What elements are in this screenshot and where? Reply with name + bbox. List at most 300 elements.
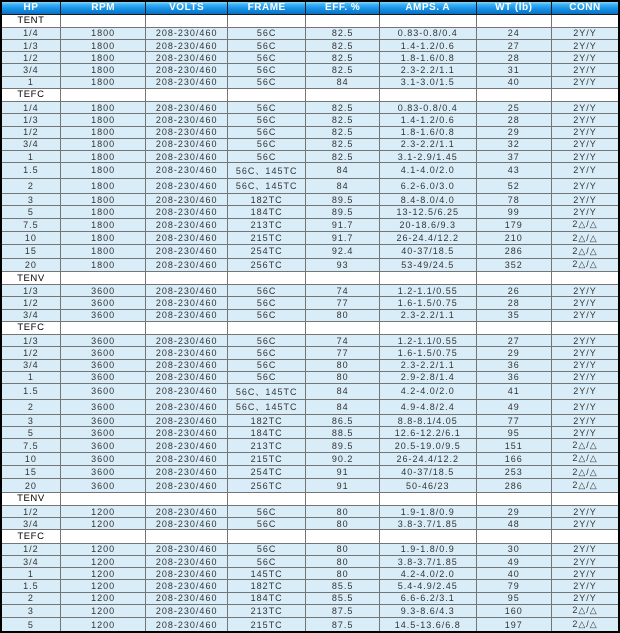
table-cell: 1800 [60, 194, 146, 206]
table-cell: 31 [476, 64, 551, 76]
table-cell: 1800 [60, 126, 146, 138]
table-cell: 1.2-1.1/0.55 [379, 285, 476, 297]
empty-cell [146, 321, 228, 334]
table-row [1, 194, 619, 206]
table-cell: 1800 [60, 178, 146, 194]
table-cell: 208-230/460 [146, 285, 228, 297]
table-cell: 32 [476, 138, 551, 150]
empty-cell [379, 492, 476, 505]
table-row [1, 231, 619, 244]
table-cell: 56C [227, 518, 306, 530]
table-cell: 8.4-8.0/4.0 [379, 194, 476, 206]
table-cell: 2Y/Y [552, 592, 619, 604]
table-cell: 0.83-0.8/0.4 [379, 102, 476, 114]
table-cell: 208-230/460 [146, 218, 228, 231]
table-cell: 2Y/Y [552, 163, 619, 179]
empty-cell [60, 492, 146, 505]
table-cell: 208-230/460 [146, 580, 228, 592]
table-cell: 3 [1, 194, 60, 206]
table-cell: 208-230/460 [146, 466, 228, 479]
table-cell: 74 [306, 285, 379, 297]
empty-cell [146, 530, 228, 543]
table-cell: 208-230/460 [146, 506, 228, 518]
table-cell: 145TC [227, 568, 306, 580]
table-cell: 20 [1, 479, 60, 492]
table-cell: 1200 [60, 543, 146, 555]
table-cell: 2△/△ [552, 258, 619, 271]
table-cell: 4.9-4.8/2.4 [379, 399, 476, 415]
table-cell: 2Y/Y [552, 114, 619, 126]
table-cell: 1/4 [1, 27, 60, 39]
table-cell: 215TC [227, 452, 306, 465]
table-cell: 56C [227, 506, 306, 518]
table-cell: 56C [227, 138, 306, 150]
table-row [1, 335, 619, 347]
table-cell: 1/3 [1, 40, 60, 52]
table-cell: 208-230/460 [146, 309, 228, 321]
section-label: TEFC [1, 88, 60, 101]
table-cell: 184TC [227, 427, 306, 439]
table-cell: 82.5 [306, 27, 379, 39]
table-cell: 3.8-3.7/1.85 [379, 518, 476, 530]
table-cell: 2△/△ [552, 604, 619, 617]
table-row [1, 347, 619, 359]
table-cell: 5 [1, 206, 60, 218]
table-cell: 254TC [227, 245, 306, 258]
empty-cell [379, 271, 476, 284]
table-cell: 1800 [60, 114, 146, 126]
table-row [1, 178, 619, 194]
table-cell: 2.3-2.2/1.1 [379, 64, 476, 76]
empty-cell [60, 14, 146, 27]
table-cell: 35 [476, 309, 551, 321]
table-cell: 208-230/460 [146, 114, 228, 126]
table-cell: 91 [306, 466, 379, 479]
table-cell: 3/4 [1, 64, 60, 76]
table-cell: 208-230/460 [146, 555, 228, 567]
table-cell: 1200 [60, 518, 146, 530]
table-cell: 3600 [60, 383, 146, 399]
table-cell: 53-49/24.5 [379, 258, 476, 271]
empty-cell [476, 321, 551, 334]
section-label: TENV [1, 271, 60, 284]
table-cell: 7.5 [1, 439, 60, 452]
empty-cell [552, 321, 619, 334]
table-cell: 20.5-19.0/9.5 [379, 439, 476, 452]
column-header: VOLTS [146, 1, 228, 14]
empty-cell [476, 88, 551, 101]
table-cell: 3 [1, 604, 60, 617]
table-cell: 2Y/Y [552, 150, 619, 162]
table-cell: 77 [306, 297, 379, 309]
table-cell: 208-230/460 [146, 194, 228, 206]
table-row [1, 258, 619, 271]
table-cell: 56C [227, 285, 306, 297]
table-cell: 26-24.4/12.2 [379, 452, 476, 465]
table-cell: 95 [476, 592, 551, 604]
table-cell: 1800 [60, 231, 146, 244]
table-cell: 78 [476, 194, 551, 206]
table-cell: 2Y/Y [552, 126, 619, 138]
table-cell: 91 [306, 479, 379, 492]
table-row [1, 126, 619, 138]
table-cell: 184TC [227, 592, 306, 604]
table-cell: 2△/△ [552, 439, 619, 452]
table-cell: 10 [1, 452, 60, 465]
table-cell: 1.4-1.2/0.6 [379, 40, 476, 52]
table-cell: 1/2 [1, 126, 60, 138]
empty-cell [227, 14, 306, 27]
table-cell: 2Y/Y [552, 297, 619, 309]
table-cell: 84 [306, 163, 379, 179]
empty-cell [379, 530, 476, 543]
table-cell: 88.5 [306, 427, 379, 439]
table-cell: 89.5 [306, 194, 379, 206]
table-cell: 1800 [60, 150, 146, 162]
table-cell: 208-230/460 [146, 138, 228, 150]
table-cell: 208-230/460 [146, 543, 228, 555]
table-cell: 208-230/460 [146, 618, 228, 632]
table-row [1, 359, 619, 371]
table-cell: 28 [476, 114, 551, 126]
table-cell: 82.5 [306, 126, 379, 138]
table-cell: 1 [1, 568, 60, 580]
table-cell: 80 [306, 359, 379, 371]
table-cell: 82.5 [306, 52, 379, 64]
table-cell: 56C、145TC [227, 399, 306, 415]
table-cell: 3/4 [1, 359, 60, 371]
table-cell: 56C [227, 52, 306, 64]
table-cell: 82.5 [306, 114, 379, 126]
table-cell: 208-230/460 [146, 439, 228, 452]
table-row [1, 415, 619, 427]
table-cell: 213TC [227, 604, 306, 617]
table-cell: 2Y/Y [552, 359, 619, 371]
table-cell: 1 [1, 76, 60, 88]
table-cell: 30 [476, 543, 551, 555]
column-header: AMPS. A [379, 1, 476, 14]
table-cell: 1.6-1.5/0.75 [379, 347, 476, 359]
table-row [1, 618, 619, 632]
table-row [1, 64, 619, 76]
table-cell: 77 [306, 347, 379, 359]
table-cell: 253 [476, 466, 551, 479]
table-cell: 84 [306, 383, 379, 399]
table-cell: 3/4 [1, 518, 60, 530]
table-cell: 80 [306, 309, 379, 321]
empty-cell [227, 492, 306, 505]
table-cell: 89.5 [306, 439, 379, 452]
table-cell: 49 [476, 399, 551, 415]
table-row [1, 114, 619, 126]
section-row [1, 88, 619, 101]
table-cell: 215TC [227, 231, 306, 244]
table-cell: 2Y/Y [552, 399, 619, 415]
table-cell: 3600 [60, 439, 146, 452]
table-cell: 56C [227, 371, 306, 383]
table-cell: 40 [476, 568, 551, 580]
table-cell: 208-230/460 [146, 335, 228, 347]
empty-cell [60, 271, 146, 284]
empty-cell [146, 271, 228, 284]
empty-cell [306, 530, 379, 543]
table-cell: 92.4 [306, 245, 379, 258]
table-cell: 20-18.6/9.3 [379, 218, 476, 231]
table-cell: 208-230/460 [146, 399, 228, 415]
table-cell: 3600 [60, 427, 146, 439]
table-cell: 208-230/460 [146, 258, 228, 271]
empty-cell [552, 492, 619, 505]
table-cell: 3600 [60, 297, 146, 309]
table-cell: 3600 [60, 466, 146, 479]
table-cell: 2Y/Y [552, 415, 619, 427]
table-cell: 215TC [227, 618, 306, 632]
table-row [1, 452, 619, 465]
empty-cell [60, 321, 146, 334]
table-row [1, 27, 619, 39]
table-body [1, 14, 619, 632]
column-header: CONN [552, 1, 619, 14]
table-row [1, 555, 619, 567]
table-cell: 3 [1, 415, 60, 427]
table-cell: 208-230/460 [146, 359, 228, 371]
table-cell: 27 [476, 335, 551, 347]
table-cell: 256TC [227, 479, 306, 492]
table-cell: 208-230/460 [146, 206, 228, 218]
table-row [1, 543, 619, 555]
table-cell: 1/2 [1, 297, 60, 309]
table-cell: 5.4-4.9/2.45 [379, 580, 476, 592]
table-cell: 56C [227, 297, 306, 309]
section-row [1, 492, 619, 505]
table-cell: 5 [1, 427, 60, 439]
table-cell: 36 [476, 371, 551, 383]
table-cell: 84 [306, 178, 379, 194]
table-cell: 3600 [60, 371, 146, 383]
table-row [1, 218, 619, 231]
table-cell: 3600 [60, 347, 146, 359]
table-cell: 1/2 [1, 52, 60, 64]
table-cell: 2△/△ [552, 479, 619, 492]
table-cell: 208-230/460 [146, 347, 228, 359]
table-cell: 82.5 [306, 40, 379, 52]
empty-cell [476, 492, 551, 505]
table-cell: 213TC [227, 218, 306, 231]
table-cell: 1.9-1.8/0.9 [379, 543, 476, 555]
empty-cell [227, 530, 306, 543]
table-cell: 208-230/460 [146, 518, 228, 530]
table-cell: 1/2 [1, 347, 60, 359]
table-cell: 1800 [60, 138, 146, 150]
table-cell: 208-230/460 [146, 297, 228, 309]
column-header: HP [1, 1, 60, 14]
table-cell: 25 [476, 102, 551, 114]
table-cell: 352 [476, 258, 551, 271]
table-cell: 2 [1, 178, 60, 194]
empty-cell [146, 14, 228, 27]
table-cell: 2Y/Y [552, 383, 619, 399]
table-cell: 15 [1, 245, 60, 258]
table-cell: 9.3-8.6/4.3 [379, 604, 476, 617]
table-cell: 3600 [60, 335, 146, 347]
table-cell: 1/4 [1, 102, 60, 114]
empty-cell [552, 88, 619, 101]
table-cell: 1800 [60, 218, 146, 231]
table-cell: 86.5 [306, 415, 379, 427]
table-cell: 56C [227, 64, 306, 76]
table-cell: 1800 [60, 76, 146, 88]
table-cell: 26-24.4/12.2 [379, 231, 476, 244]
table-cell: 208-230/460 [146, 150, 228, 162]
table-row [1, 309, 619, 321]
table-cell: 20 [1, 258, 60, 271]
table-cell: 56C、145TC [227, 383, 306, 399]
table-cell: 3600 [60, 285, 146, 297]
table-row [1, 76, 619, 88]
table-cell: 48 [476, 518, 551, 530]
table-cell: 36 [476, 359, 551, 371]
table-cell: 213TC [227, 439, 306, 452]
table-cell: 1/2 [1, 506, 60, 518]
table-cell: 91.7 [306, 231, 379, 244]
table-cell: 56C [227, 359, 306, 371]
table-cell: 2Y/Y [552, 194, 619, 206]
table-cell: 286 [476, 245, 551, 258]
table-cell: 1/3 [1, 114, 60, 126]
table-cell: 2.3-2.2/1.1 [379, 359, 476, 371]
table-cell: 1.5 [1, 383, 60, 399]
table-cell: 210 [476, 231, 551, 244]
table-cell: 2Y/Y [552, 285, 619, 297]
empty-cell [476, 14, 551, 27]
table-row [1, 138, 619, 150]
table-cell: 1800 [60, 64, 146, 76]
table-cell: 24 [476, 27, 551, 39]
table-cell: 182TC [227, 194, 306, 206]
table-row [1, 506, 619, 518]
column-header: FRAME [227, 1, 306, 14]
table-cell: 2Y/Y [552, 371, 619, 383]
table-cell: 1.5 [1, 580, 60, 592]
table-cell: 0.83-0.8/0.4 [379, 27, 476, 39]
section-row [1, 321, 619, 334]
table-cell: 49 [476, 555, 551, 567]
table-cell: 82.5 [306, 64, 379, 76]
table-cell: 37 [476, 150, 551, 162]
table-cell: 85.5 [306, 580, 379, 592]
table-cell: 4.2-4.0/2.0 [379, 383, 476, 399]
table-row [1, 40, 619, 52]
table-cell: 208-230/460 [146, 415, 228, 427]
table-cell: 208-230/460 [146, 479, 228, 492]
table-cell: 2Y/Y [552, 206, 619, 218]
table-cell: 93 [306, 258, 379, 271]
table-cell: 208-230/460 [146, 126, 228, 138]
table-cell: 6.2-6.0/3.0 [379, 178, 476, 194]
table-cell: 56C [227, 347, 306, 359]
table-cell: 2△/△ [552, 452, 619, 465]
table-cell: 50-46/23 [379, 479, 476, 492]
table-cell: 56C [227, 543, 306, 555]
table-cell: 2Y/Y [552, 568, 619, 580]
table-row [1, 285, 619, 297]
table-cell: 6.6-6.2/3.1 [379, 592, 476, 604]
table-cell: 2 [1, 399, 60, 415]
empty-cell [552, 271, 619, 284]
column-header: WT (lb) [476, 1, 551, 14]
table-cell: 1800 [60, 40, 146, 52]
table-cell: 85.5 [306, 592, 379, 604]
table-cell: 12.6-12.2/6.1 [379, 427, 476, 439]
table-cell: 2Y/Y [552, 543, 619, 555]
empty-cell [60, 530, 146, 543]
table-cell: 179 [476, 218, 551, 231]
table-cell: 29 [476, 126, 551, 138]
table-cell: 56C [227, 555, 306, 567]
table-cell: 1200 [60, 568, 146, 580]
table-row [1, 163, 619, 179]
table-cell: 28 [476, 52, 551, 64]
table-cell: 3/4 [1, 309, 60, 321]
table-cell: 3600 [60, 399, 146, 415]
empty-cell [227, 88, 306, 101]
header-row [1, 1, 619, 14]
table-cell: 56C [227, 40, 306, 52]
table-cell: 26 [476, 285, 551, 297]
table-cell: 182TC [227, 580, 306, 592]
table-row [1, 371, 619, 383]
table-cell: 2△/△ [552, 466, 619, 479]
table-cell: 56C [227, 114, 306, 126]
table-cell: 40-37/18.5 [379, 245, 476, 258]
table-cell: 2△/△ [552, 618, 619, 632]
table-cell: 184TC [227, 206, 306, 218]
table-cell: 1/3 [1, 285, 60, 297]
table-cell: 1800 [60, 102, 146, 114]
table-cell: 3/4 [1, 555, 60, 567]
table-cell: 52 [476, 178, 551, 194]
table-cell: 15 [1, 466, 60, 479]
table-cell: 80 [306, 543, 379, 555]
table-cell: 3/4 [1, 138, 60, 150]
table-cell: 1.4-1.2/0.6 [379, 114, 476, 126]
section-label: TENV [1, 492, 60, 505]
table-cell: 90.2 [306, 452, 379, 465]
table-cell: 2.3-2.2/1.1 [379, 309, 476, 321]
section-label: TEFC [1, 530, 60, 543]
table-cell: 2Y/Y [552, 40, 619, 52]
table-cell: 208-230/460 [146, 231, 228, 244]
table-cell: 1.8-1.6/0.8 [379, 126, 476, 138]
table-cell: 2Y/Y [552, 518, 619, 530]
table-cell: 5 [1, 618, 60, 632]
table-row [1, 102, 619, 114]
table-cell: 10 [1, 231, 60, 244]
table-cell: 2Y/Y [552, 52, 619, 64]
table-cell: 1800 [60, 52, 146, 64]
table-cell: 2Y/Y [552, 347, 619, 359]
table-cell: 208-230/460 [146, 178, 228, 194]
table-cell: 1/2 [1, 543, 60, 555]
table-cell: 27 [476, 40, 551, 52]
table-cell: 3600 [60, 479, 146, 492]
table-cell: 74 [306, 335, 379, 347]
table-cell: 43 [476, 163, 551, 179]
section-label: TENT [1, 14, 60, 27]
table-cell: 2Y/Y [552, 506, 619, 518]
empty-cell [146, 492, 228, 505]
section-label: TEFC [1, 321, 60, 334]
